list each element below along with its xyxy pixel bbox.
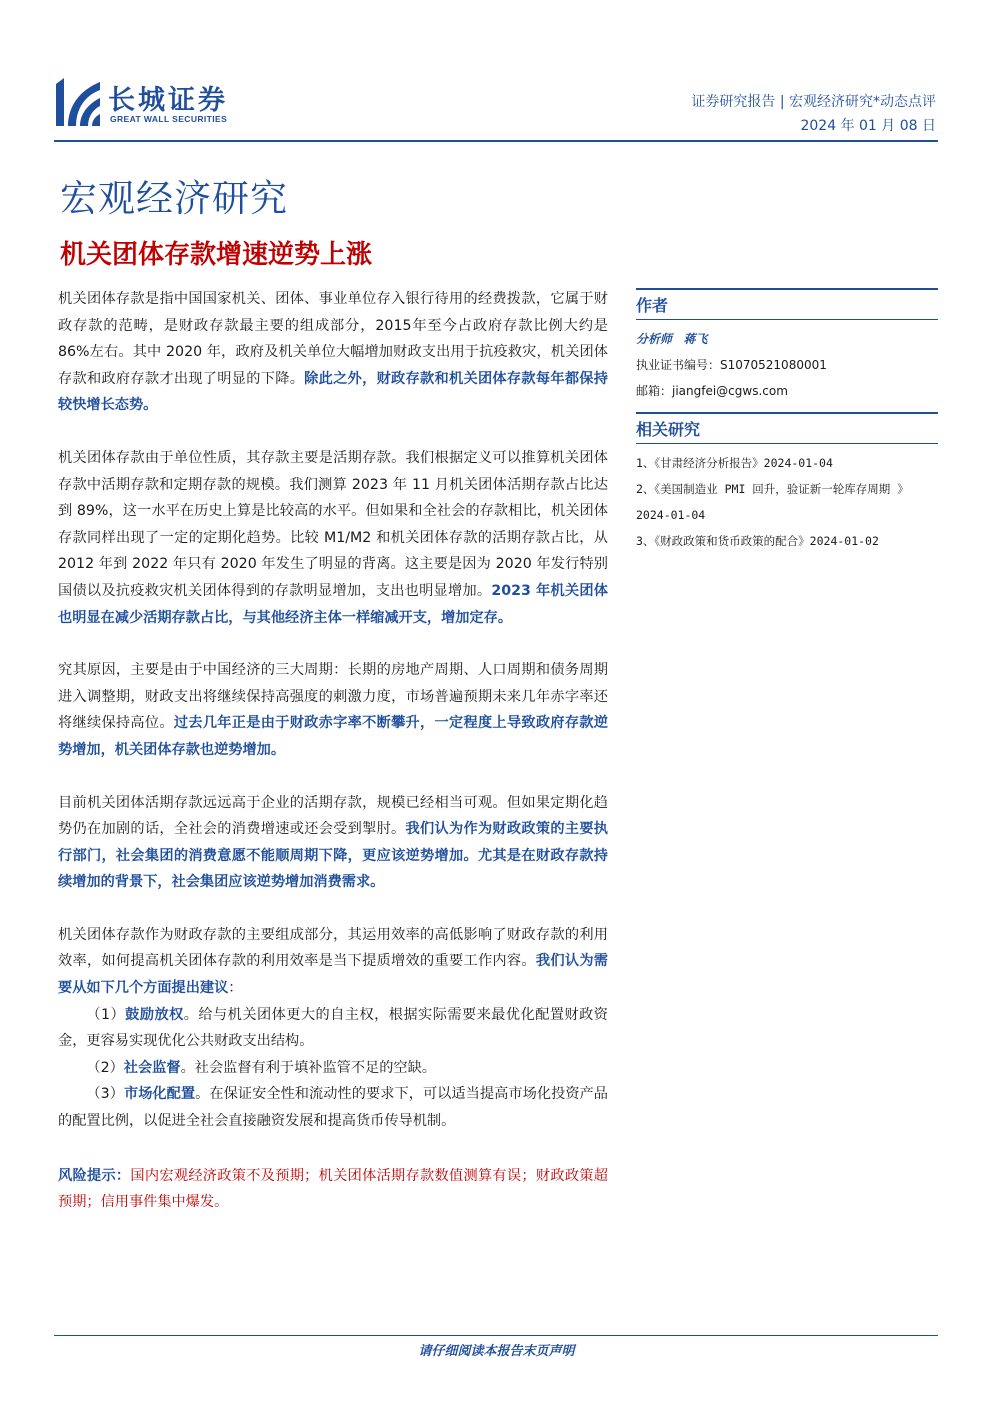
highlight-1: 除此之外，财政存款和机关团体存款每年都保持较快增长态势。 — [58, 370, 608, 414]
logo-text-en: GREAT WALL SECURITIES — [110, 114, 228, 124]
header-divider — [54, 140, 938, 142]
report-body — [58, 286, 608, 1242]
cert-number: 执业证书编号：S1070521080001 — [636, 358, 827, 372]
risk-label: 风险提示： — [58, 1167, 131, 1184]
related-item[interactable]: 2、《美国制造业 PMI 回升，验证新一轮库存周期 》2024-01-04 — [636, 482, 909, 522]
logo-mark-icon — [54, 76, 102, 128]
paragraph-5: 机关团体存款作为财政存款的主要组成部分，其运用效率的高低影响了财政存款的利用效率，如何提高机关团体存款的利用效率是当下提质增效的重要工作内容。我们认为需要从如下几个方面提出建议： — [58, 926, 608, 997]
header-meta — [691, 90, 936, 138]
highlight-4: 我们认为作为财政政策的主要执行部门，社会集团的消费意愿不能顺周期下降，更应该逆势增加。尤其是在财政存款持续增加的背景下，社会集团应该逆势增加消费需求。 — [58, 821, 608, 891]
related-item[interactable]: 1、《甘肃经济分析报告》2024-01-04 — [636, 456, 833, 470]
report-type: 证券研究报告 | 宏观经济研究*动态点评 — [691, 94, 936, 110]
paragraph-3: 究其原因，主要是由于中国经济的三大周期：长期的房地产周期、人口周期和债务周期进入调整期，财政支出将继续保持高强度的刺激力度，市场普遍预期未来几年赤字率还将继续保持高位。过去几年正是由于财政赤字率不断攀升，一定程度上导致政府存款逆势增加，机关团体存款也逆势增加。 — [58, 662, 608, 758]
related-item[interactable]: 3、《财政政策和货币政策的配合》2024-01-02 — [636, 534, 879, 548]
highlight-2: 2023 年机关团体也明显在减少活期存款占比，与其他经济主体一样缩减开支，增加定存。 — [58, 582, 608, 626]
company-logo — [54, 76, 264, 132]
author-heading: 作者 — [636, 288, 938, 320]
sidebar — [636, 288, 938, 554]
analyst-name: 蒋飞 — [683, 332, 708, 346]
report-headline: 机关团体存款增速逆势上涨 — [60, 240, 373, 270]
paragraph-1: 机关团体存款是指中国国家机关、团体、事业单位存入银行待用的经费拨款，它属于财政存款的范畴，是财政存款最主要的组成部分，2015年至今占政府存款比例大约是 86%左右。其中 2020 年，政府及机关单位大幅增加财政支出用于抗疫救灾，机关团体存款和政府存款才出现了明显的下降。除此之外，财政存款和机关团体存款每年都保持较快增长态势。 — [58, 291, 608, 414]
suggestion-3: （3）市场化配置。在保证安全性和流动性的要求下，可以适当提高市场化投资产品的配置比例，以促进全社会直接融资发展和提高货币传导机制。 — [58, 1086, 608, 1130]
related-list — [636, 450, 938, 554]
footer-divider — [54, 1335, 938, 1336]
suggestion-2: （2）社会监督。社会监督有利于填补监管不足的空缺。 — [86, 1059, 436, 1076]
analyst-line: 分析师 蒋飞 — [636, 332, 708, 346]
logo-text-cn: 长城证券 — [108, 85, 228, 116]
author-info — [636, 326, 938, 404]
highlight-5: 我们认为需要从如下几个方面提出建议 — [58, 953, 608, 997]
author-email[interactable]: 邮箱：jiangfei@cgws.com — [636, 384, 788, 398]
risk-warning: 风险提示：国内宏观经济政策不及预期；机关团体活期存款数值测算有误；财政政策超预期；信用事件集中爆发。 — [58, 1167, 608, 1211]
page-title: 宏观经济研究 — [60, 177, 288, 220]
related-heading: 相关研究 — [636, 412, 938, 444]
report-date: 2024 年 01 月 08 日 — [800, 118, 936, 134]
paragraph-4: 目前机关团体活期存款远远高于企业的活期存款，规模已经相当可观。但如果定期化趋势仍在加剧的话，全社会的消费增速或还会受到掣肘。我们认为作为财政政策的主要执行部门，社会集团的消费意愿不能顺周期下降，更应该逆势增加。尤其是在财政存款持续增加的背景下，社会集团应该逆势增加消费需求。 — [58, 794, 608, 891]
highlight-3: 过去几年正是由于财政赤字率不断攀升，一定程度上导致政府存款逆势增加，机关团体存款也逆势增加。 — [58, 715, 608, 758]
paragraph-2: 机关团体存款由于单位性质，其存款主要是活期存款。我们根据定义可以推算机关团体存款中活期存款和定期存款的规模。我们测算 2023 年 11 月机关团体活期存款占比达到 89%，这一水平在历史上算是比较高的水平。但如果和全社会的存款相比，机关团体存款同样出现了一定的定期化趋势。比较 M1/M2 和机关团体存款的活期存款占比，从 2012 年到 2022 年只有 2020 年发生了明显的背离。这主要是因为 2020 年发行特别国债以及抗疫救灾机关团体得到的存款明显增加，支出也明显增加。2023 年机关团体也明显在减少活期存款占比，与其他经济主体一样缩减开支，增加定存。 — [58, 449, 608, 626]
suggestion-1: （1）鼓励放权。给与机关团体更大的自主权，根据实际需要来最优化配置财政资金，更容易实现优化公共财政支出结构。 — [58, 1006, 608, 1050]
footer-disclaimer: 请仔细阅读本报告末页声明 — [418, 1344, 575, 1359]
